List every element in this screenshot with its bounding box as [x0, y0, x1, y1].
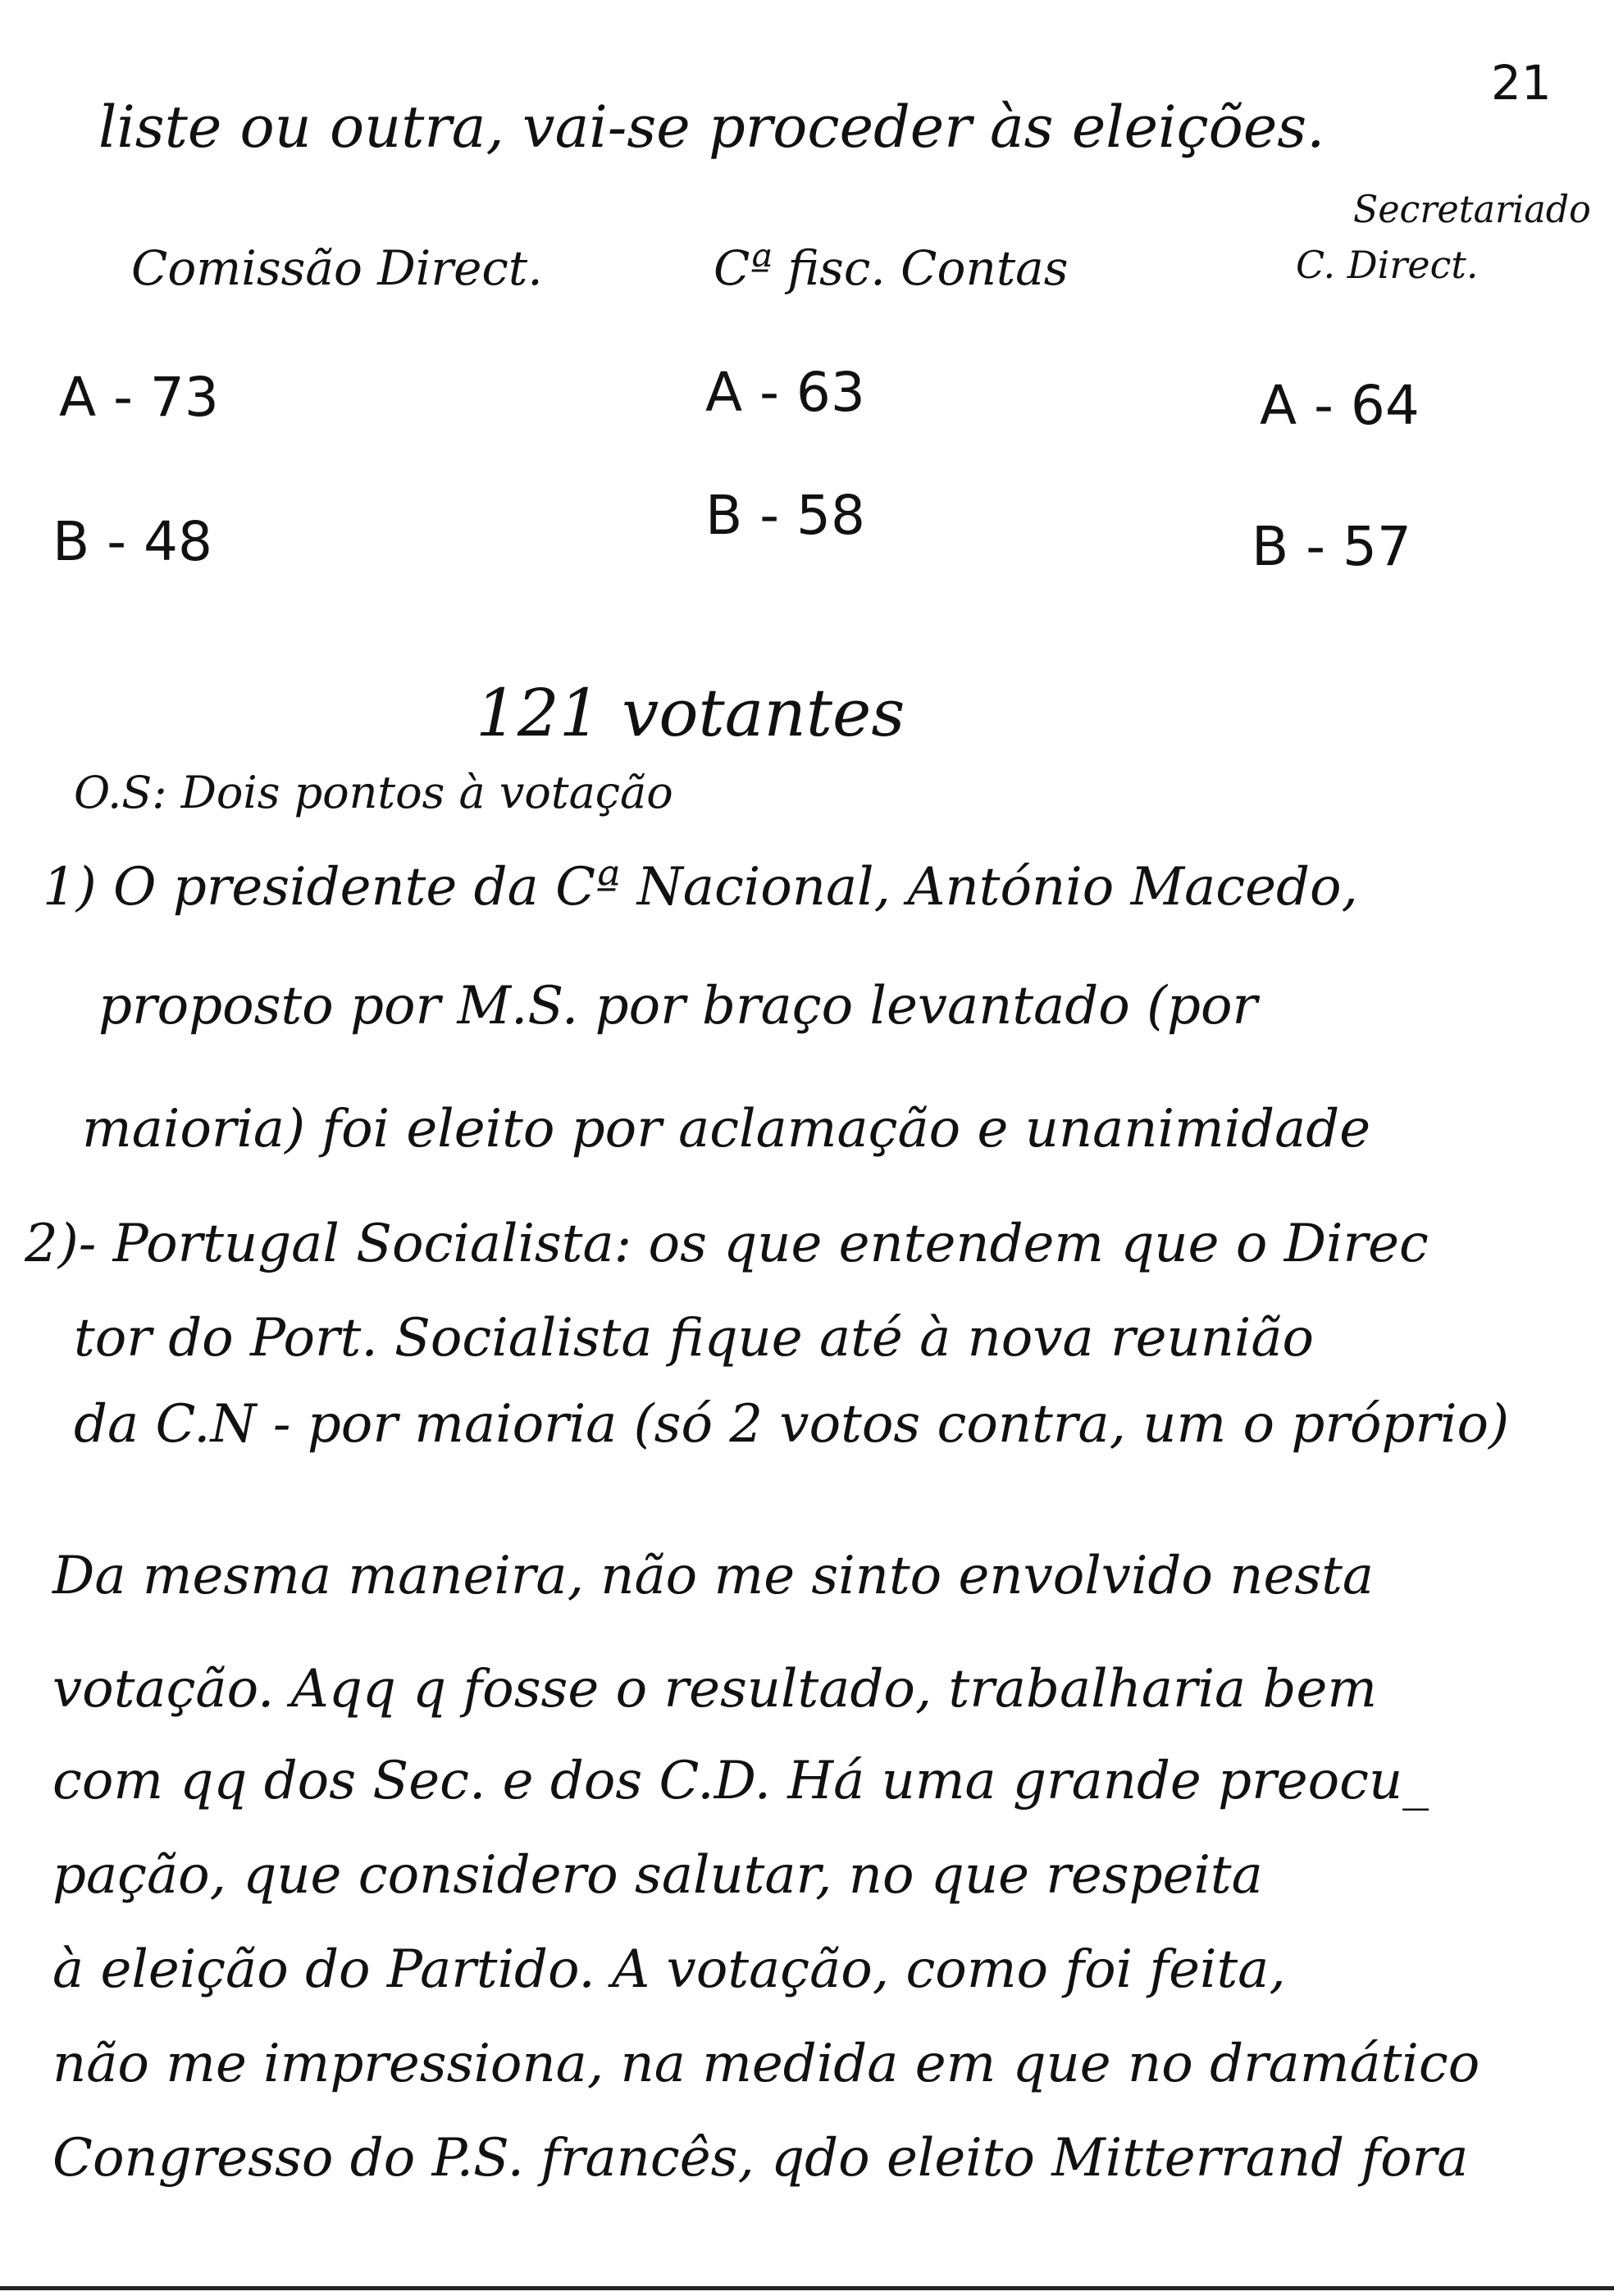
column-header-secretariado: Secretariado: [1353, 187, 1591, 231]
body-line-2: 1) O presidente da Cª Nacional, António Macedo,: [43, 857, 1358, 918]
body-line-11: pação, que considero salutar, no que respeita: [52, 1845, 1263, 1906]
vote-col3-a: A - 64: [1260, 374, 1420, 437]
body-line-5: 2)- Portugal Socialista: os que entendem que o Direc: [25, 1214, 1429, 1274]
body-line-9: votação. Aqq q fosse o resultado, trabalharia bem: [52, 1659, 1378, 1720]
heading-line: liste ou outra, vai-se proceder às eleições.: [98, 93, 1325, 161]
vote-col1-a: A - 73: [59, 366, 219, 429]
column-header-comissao-directiva-secretariado: C. Direct.: [1296, 243, 1479, 287]
body-line-1: O.S: Dois pontos à votação: [74, 767, 673, 818]
bottom-edge-rule: [0, 2286, 1614, 2290]
body-line-6: tor do Port. Socialista fique até à nova reunião: [74, 1308, 1315, 1369]
vote-col1-b: B - 48: [52, 510, 213, 573]
body-line-14: Congresso do P.S. francês, qdo eleito Mitterrand fora: [52, 2128, 1469, 2189]
vote-col2-b: B - 58: [705, 484, 866, 547]
body-line-4: maioria) foi eleito por aclamação e unanimidade: [82, 1099, 1371, 1159]
column-header-comissao-directiva: Comissão Direct.: [131, 240, 543, 296]
body-line-13: não me impressiona, na medida em que no dramático: [52, 2034, 1480, 2094]
vote-col2-a: A - 63: [705, 361, 865, 424]
voters-total: 121 votantes: [476, 675, 905, 751]
body-line-10: com qq dos Sec. e dos C.D. Há uma grande preocu_: [52, 1751, 1429, 1811]
body-line-7: da C.N - por maioria (só 2 votos contra, um o próprio): [74, 1394, 1510, 1455]
page-number: 21: [1491, 55, 1552, 111]
column-header-comissao-fiscalizacao: Cª fisc. Contas: [714, 240, 1069, 296]
vote-col3-b: B - 57: [1252, 515, 1412, 578]
body-line-12: à eleição do Partido. A votação, como foi feita,: [52, 1939, 1286, 2000]
body-line-8: Da mesma maneira, não me sinto envolvido nesta: [52, 1546, 1375, 1606]
body-line-3: proposto por M.S. por braço levantado (por: [98, 976, 1258, 1036]
